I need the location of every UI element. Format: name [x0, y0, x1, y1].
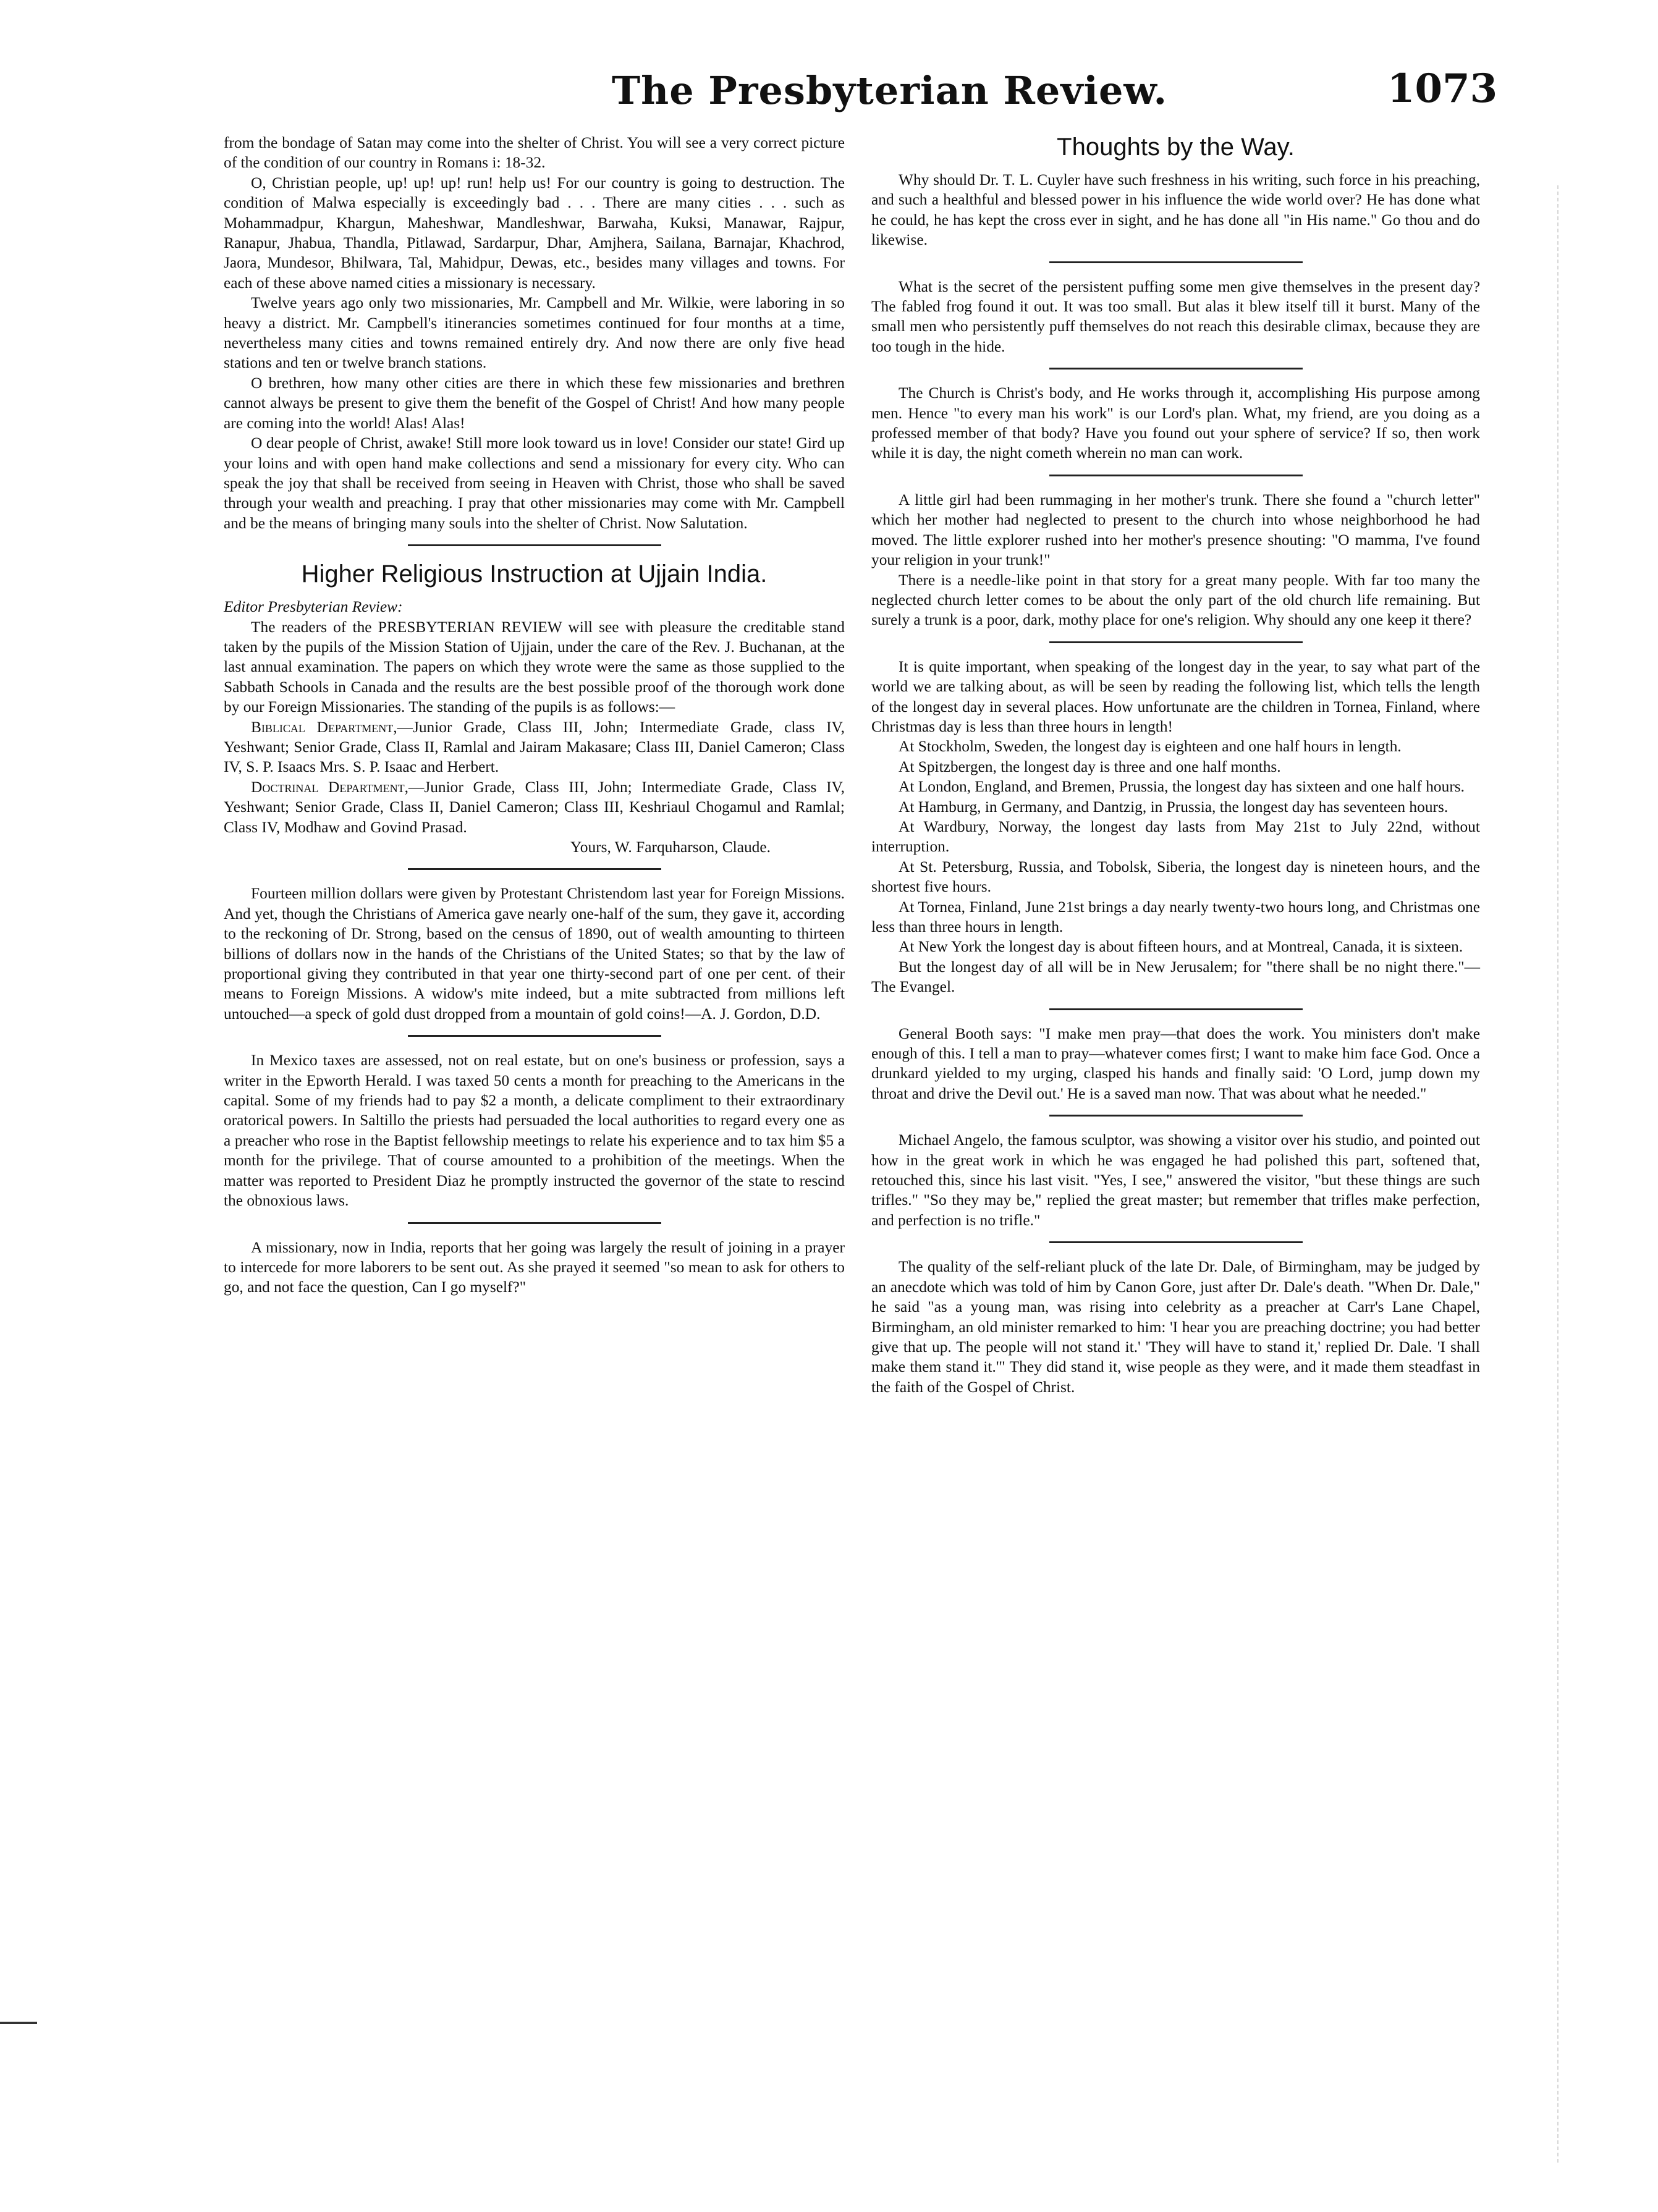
paragraph: There is a needle-like point in that story for a great many people. With far too many the neglected church letter comes to be about the only part of the old church life remaining. But surely a trunk is a poor, dark, mothy place for one's religion. Why should any one keep it there? [871, 571, 1480, 629]
paragraph: At Stockholm, Sweden, the longest day is eighteen and one half hours in length. [899, 738, 1402, 756]
divider [1049, 1241, 1303, 1243]
paragraph: Why should Dr. T. L. Cuyler have such freshness in his writing, such force in his preaching, and such a healthful and blessed power in his influence the wide world over? He has done what he could, he has kept the cross ever in sight, and he has done all "in His name." Go thou and do likewise. [871, 171, 1480, 249]
divider [1049, 261, 1303, 263]
journal-title: The Presbyterian Review. [612, 68, 1168, 113]
left-column [224, 133, 845, 1298]
paragraph: But the longest day of all will be in New Jerusalem; for "there shall be no night there."—The Evangel. [871, 958, 1480, 996]
paragraph: O brethren, how many other cities are there in which these few missionaries and brethren cannot always be present to give them the benefit of the Gospel of Christ! And how many people are coming into the world! Alas! Alas! [224, 374, 845, 432]
paragraph: from the bondage of Satan may come into the shelter of Christ. You will see a very correct picture of the condition of our country in Romans i: 18-32. [224, 134, 845, 172]
department-text: —Junior Grade, Class III, John; Intermediate Grade, class IV, Yeshwant; Senior Grade, Class II, Ramlal and Jairam Makasare; Class III, Daniel Cameron; Class IV, S. P. Isaacs Mrs. S. P. Isaac and Herbert. [224, 718, 845, 776]
paragraph: General Booth says: "I make men pray—that does the work. You ministers don't make enough of this. I tell a man to pray—whatever comes first; I want to make him face God. Once a drunkard yielded to my urging, clasped his hands and finally said: 'O Lord, jump down my throat and drive the Devil out.' He is a saved man now. That was about what he needed." [871, 1024, 1480, 1102]
divider [1049, 1115, 1303, 1117]
editor-salutation: Editor Presbyterian Review: [224, 598, 403, 616]
department-label: Doctrinal Department, [251, 778, 408, 796]
paragraph: At New York the longest day is about fifteen hours, and at Montreal, Canada, it is sixteen. [899, 938, 1463, 956]
department-text: —Junior Grade, Class III, John; Intermediate Grade, Class IV, Yeshwant; Senior Grade, Class II, Daniel Cameron; Class III, Keshriaul Chogamul and Ramlal; Class IV, Modhaw and Govind Prasad. [224, 778, 845, 836]
scan-edge-artifact [1557, 185, 1567, 2163]
paragraph: The Church is Christ's body, and He works through it, accomplishing His purpose among men. Hence "to every man his work" is our Lord's plan. What, my friend, are you doing as a professed member of that body? Have you found out your sphere of service? If so, then work while it is day, the night cometh wherein no man can work. [871, 384, 1480, 462]
paragraph: At London, England, and Bremen, Prussia, the longest day has sixteen and one half hours. [899, 778, 1465, 796]
paragraph: O, Christian people, up! up! up! run! help us! For our country is going to destruction. The condition of Malwa especially is exceedingly bad . . . There are many cities . . . such as Mohammadpur, Khargun, Maheshwar, Mandleshwar, Barwaha, Kuksi, Manawar, Rajpur, Ranapur, Jhabua, Thandla, Pitlawad, Sardarpur, Dhar, Amjhera, Sailana, Barnajar, Khachrod, Jaora, Mundesor, Bhilwara, Tal, Mahidpur, Dewas, etc., besides many villages and towns. For each of these above named cities a missionary is necessary. [224, 174, 845, 292]
page-number: 1073 [1387, 65, 1498, 112]
divider [1049, 641, 1303, 643]
divider [1049, 368, 1303, 369]
paragraph: At Wardbury, Norway, the longest day lasts from May 21st to July 22nd, without interruption. [871, 817, 1480, 856]
column-heading: Thoughts by the Way. [1057, 133, 1295, 161]
paragraph: What is the secret of the persistent puffing some men give themselves in the present day? The fabled frog found it out. It was too small. But alas it blew itself till it burst. Many of the small men who persistently puff themselves do not reach this desirable climax, because they are too tough in the hide. [871, 277, 1480, 355]
paragraph: At St. Petersburg, Russia, and Tobolsk, Siberia, the longest day is nineteen hours, and the shortest five hours. [871, 858, 1480, 896]
department-label: Biblical Department, [251, 718, 397, 736]
masthead [0, 65, 1658, 136]
signature: Yours, W. Farquharson, Claude. [570, 838, 771, 856]
divider [1049, 1008, 1303, 1010]
paragraph: The readers of the PRESBYTERIAN REVIEW will see with pleasure the creditable stand taken by the pupils of the Mission Station of Ujjain, under the care of the Rev. J. Buchanan, at the last annual examination. The papers on which they wrote were the same as those supplied to the Sabbath Schools in Canada and the results are the best possible proof of the thorough work done by our Foreign Missionaries. The standing of the pupils is as follows:— [224, 618, 845, 716]
divider [408, 1222, 661, 1224]
right-column [871, 133, 1480, 1397]
paragraph: At Tornea, Finland, June 21st brings a day nearly twenty-two hours long, and Christmas one less than three hours in length. [871, 898, 1480, 935]
paragraph: Twelve years ago only two missionaries, Mr. Campbell and Mr. Wilkie, were laboring in so heavy a district. Mr. Campbell's itinerancies sometimes continued for four months at a time, nevertheless many cities and towns remained entirely dry. And now there are only five head stations and ten or twelve branch stations. [224, 294, 845, 372]
margin-mark [0, 2022, 37, 2024]
divider [1049, 475, 1303, 476]
paragraph: Fourteen million dollars were given by Protestant Christendom last year for Foreign Missions. And yet, though the Christians of America gave nearly one-half of the sum, they gave it, according to the reckoning of Dr. Strong, based on the census of 1890, out of wealth amounting to thirteen billions of dollars now in the hands of the Christians of the United States; so that by the law of proportional giving they contributed in that year one thirty-second part of one per cent. of their means to Foreign Missions. A widow's mite indeed, but a mite subtracted from millions left untouched—a speck of gold dust dropped from a mountain of gold coins!—A. J. Gordon, D.D. [224, 885, 845, 1023]
divider [408, 868, 661, 870]
paragraph: Michael Angelo, the famous sculptor, was showing a visitor over his studio, and pointed out how in the great work in which he was engaged he had polished this part, softened that, retouched this, since his last visit. "Yes, I see," answered the visitor, "but these things are such trifles." "So they may be," replied the great master; but remember that trifles make perfection, and perfection is no trifle." [871, 1131, 1480, 1229]
paragraph: In Mexico taxes are assessed, not on real estate, but on one's business or profession, says a writer in the Epworth Herald. I was taxed 50 cents a month for preaching to the Americans in the capital. Some of my friends had to pay $2 a month, a delicate compliment to their extraordinary oratorical powers. In Saltillo the priests had persuaded the local authorities to regard every one as a preacher who rose in the Baptist fellowship meetings to relate his experience and to tax him $5 a month for the privilege. That of course amounted to a prohibition of the meetings. When the matter was reported to President Diaz he promptly instructed the governor of the state to rescind the obnoxious laws. [224, 1052, 845, 1210]
department-results [224, 777, 845, 837]
article-heading: Higher Religious Instruction at Ujjain India. [301, 560, 768, 588]
divider [408, 1035, 661, 1037]
paragraph: At Hamburg, in Germany, and Dantzig, in Prussia, the longest day has seventeen hours. [899, 798, 1449, 816]
divider [408, 544, 661, 546]
paragraph: A missionary, now in India, reports that her going was largely the result of joining in a prayer to intercede for more laborers to be sent out. As she prayed it seemed "so mean to ask for others to go, and not face the question, Can I go myself?" [224, 1238, 845, 1296]
department-results [224, 717, 845, 777]
paragraph: O dear people of Christ, awake! Still more look toward us in love! Consider our state! Gird up your loins and with open hand make collections and send a missionary for every city. Who can speak the joy that shall be received from seeing in Heaven with Christ, those who shall be saved through your wealth and preaching. I pray that other missionaries may come with Mr. Campbell and be the means of bringing many souls into the shelter of Christ. Now Salutation. [224, 434, 845, 532]
paragraph: The quality of the self-reliant pluck of the late Dr. Dale, of Birmingham, may be judged by an anecdote which was told of him by Canon Gore, just after Dr. Dale's death. "When Dr. Dale," he said "as a young man, was rising into celebrity as a preacher at Carr's Lane Chapel, Birmingham, an old minister remarked to him: 'I hear you are preaching doctrine; you had better give that up. The people will not stand it.' 'They will have to stand it,' replied Dr. Dale. 'I shall make them stand it.'" They did stand it, wise people as they were, and it made them steadfast in the faith of the Gospel of Christ. [871, 1258, 1480, 1396]
paragraph: A little girl had been rummaging in her mother's trunk. There she found a "church letter" which her mother had neglected to present to the church into whose neighborhood he had moved. The little explorer rushed into her mother's presence shouting: "O mamma, I've found your religion in your trunk!" [871, 491, 1480, 569]
paragraph: It is quite important, when speaking of the longest day in the year, to say what part of the world we are talking about, as will be seen by reading the following list, which tells the length of the longest day in several places. How unfortunate are the children in Tornea, Finland, where Christmas day is less than three hours in length! [871, 657, 1480, 735]
paragraph: At Spitzbergen, the longest day is three and one half months. [899, 758, 1281, 775]
